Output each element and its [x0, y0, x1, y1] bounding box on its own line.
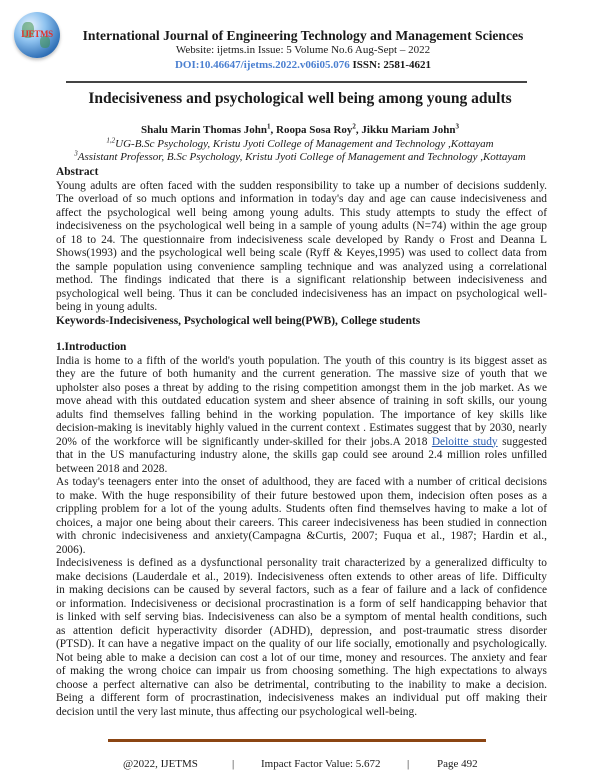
text-line: method. The findings indicated that there is a significant relationship between indecisiveness and [56, 274, 547, 286]
affiliation-2 [0, 151, 600, 164]
paper-title: Indecisiveness and psychological well being among young adults [88, 90, 512, 107]
affiliation-marker: 3 [74, 149, 78, 158]
paragraph [56, 476, 547, 557]
affiliation-text: Assistant Professor, B.Sc Psychology, Kristu Jyoti College of Management and Technology ,Kottayam [77, 151, 526, 163]
text-line: The overload of so much options and information in today's day and age can cause indecisiveness and [56, 193, 547, 205]
text-line: choices, a major one being about their careers. This career indecisiveness has been studied in connection [56, 516, 547, 529]
journal-website-issue: Website: ijetms.in Issue: 5 Volume No.6 Aug-Sept – 2022 [175, 44, 431, 56]
text-line: adults find themselves falling behind in the working population. The importance of key skills like [56, 408, 547, 421]
introduction-heading: 1.Introduction [56, 341, 127, 353]
text-line: Indecisiveness is defined as a dysfunctional personality trait characterized by a generalized difficulty to [56, 557, 547, 569]
deloitte-study-link[interactable]: Deloitte study [431, 435, 498, 448]
author-name: Roopa Sosa Roy [276, 124, 353, 136]
author-marker: 2 [352, 122, 356, 131]
abstract-section [56, 166, 547, 328]
author-name: Jikku Mariam John [361, 124, 456, 136]
text-line: Shows(1993) and the psychological well being scale (Ryff & Keyes,1995) was used to collect data from [56, 247, 547, 259]
text-line: decision until the very last minute, thus affecting our psychological well-being. [56, 705, 418, 718]
text-line: being in young adults. [56, 301, 158, 313]
footer-page-number: Page 492 [437, 758, 478, 770]
affiliation-1 [0, 138, 600, 151]
header-divider [66, 81, 527, 83]
text-line: Young adults are often faced with the sudden responsibility to take up a number of decisions suddenly. [56, 179, 547, 192]
text-line: to make. With the huge responsibility of their future bestowed upon them, indecision often poses as a [56, 489, 547, 502]
keywords: Keywords-Indecisiveness, Psychological well being(PWB), College students [56, 314, 421, 327]
text-line: move ahead with this outdated education system and sheer absence of training in soft skills, our young [56, 395, 547, 407]
author-list: Shalu Marin Thomas John$^1$, Roopa Sosa Roy$^2$, Jikku Mariam John$^3$ [140, 122, 460, 136]
text-line: with chronic indecisiveness and anxiety(Campagna &Curtis, 2007; Fuqua et al., 1987; Hardin et al., [56, 530, 547, 542]
footer-copyright: @2022, IJETMS [123, 758, 198, 770]
introduction-body [56, 355, 547, 720]
journal-logo [14, 12, 60, 58]
text-line: of 18 to 24. The questionnaire from indecisiveness scale developed by Randy o Frost and Deanna L [56, 233, 547, 246]
text-line: As today's teenagers enter into the onset of adulthood, they are faced with a number of critical decisions [56, 476, 547, 488]
text-line: choose a perfect alternative can also be detrimental, contributing to the inability to make a decision. [56, 678, 547, 691]
author-marker: 3 [455, 122, 460, 131]
text-line: affect the psychological well being among young adults. This study attempts to study the effect of [56, 206, 547, 219]
footer-separator: | [407, 758, 410, 770]
text-line: is linked with self serving bias. Indecisiveness can also be a symptom of mental health conditions, such [56, 611, 547, 623]
author-name: Shalu Marin Thomas John [140, 124, 267, 136]
text-segment: 20% of the workforce will be significantly under-skilled for their jobs.A 2018 [56, 435, 432, 448]
text-segment: suggested [497, 435, 547, 448]
abstract-body [56, 180, 547, 315]
paragraph [56, 557, 547, 719]
footer-divider [108, 739, 486, 742]
doi-link[interactable]: DOI:10.46647/ijetms.2022.v06i05.076 [174, 59, 350, 71]
text-line [56, 436, 547, 450]
text-line: of making the wrong choice can impair us from choosing something. The high expectations to always [56, 665, 547, 677]
author-marker: 1 [267, 122, 271, 131]
paragraph [56, 355, 547, 477]
text-line: crippling problem for a lot of the young adults. Students often find themselves having to make a lot of [56, 503, 547, 515]
affiliation-text: UG-B.Sc Psychology, Kristu Jyoti College of Management and Technology ,Kottayam [115, 138, 494, 150]
text-line: India is home to a fifth of the world's youth population. The youth of this country is its biggest asset as [56, 354, 547, 367]
text-line: make decisions (Lauderdale et al., 2019). Indecisiveness often extends to other areas of life. Difficulty [56, 570, 547, 583]
logo-text: IJETMS [21, 29, 53, 39]
journal-name: International Journal of Engineering Technology and Management Sciences [82, 28, 524, 43]
text-line: they are the future of both humanity and the current generation. The massive size of youth that we [56, 368, 547, 380]
text-line: indecisiveness on the psychological well being in a sample of young adults (N=74) within the age group [56, 220, 547, 232]
text-line: Not being able to make a decision can cost a lot of our time, money and resources. The anxiety and fear [56, 651, 547, 664]
footer-separator: | [232, 758, 235, 770]
issn: ISSN: 2581-4621 [349, 59, 432, 71]
text-line: decision-making is inevitably highly valued in the current context . Estimates suggest that by 2030, nearly [56, 422, 547, 434]
text-line: upholster also poses a threat by adding to the rising competition amongst them in the job market. As we [56, 381, 547, 394]
introduction-section [56, 341, 547, 719]
footer-impact-factor: Impact Factor Value: 5.672 [261, 758, 381, 770]
text-line: 2006). [56, 543, 86, 556]
text-line: Being a different form of procrastination, indecisiveness makes an individual put off making their [56, 692, 547, 704]
text-line: between 2018 and 2028. [56, 462, 168, 475]
text-line: as attention deficit hyperactivity disorder (ADHD), depression, and post-traumatic stress disorder [56, 624, 547, 637]
text-line: (PTSD). It can have a negative impact on the quality of our life socially, emotionally and psychologically. [56, 638, 547, 650]
doi-issn-line [78, 59, 528, 72]
affiliation-marker: 1,2 [106, 136, 116, 145]
text-line: that in the US manufacturing industry alone, the skills gap could see around 2.4 million roles unfilled [56, 449, 547, 461]
text-line: or information. Indecisiveness or decisional procrastination is a form of self handicapping behavior that [56, 597, 547, 610]
text-line: psychological well being. Thus it can be concluded indecisiveness has an impact on psychological well- [56, 287, 547, 300]
abstract-heading: Abstract [56, 166, 99, 178]
text-line: the sample population using convenience sampling technique and was analyzed using a correlational [56, 260, 547, 273]
text-line: in making decisions can be caused by several factors, such as a fear of failure and a lack of confidence [56, 584, 547, 596]
